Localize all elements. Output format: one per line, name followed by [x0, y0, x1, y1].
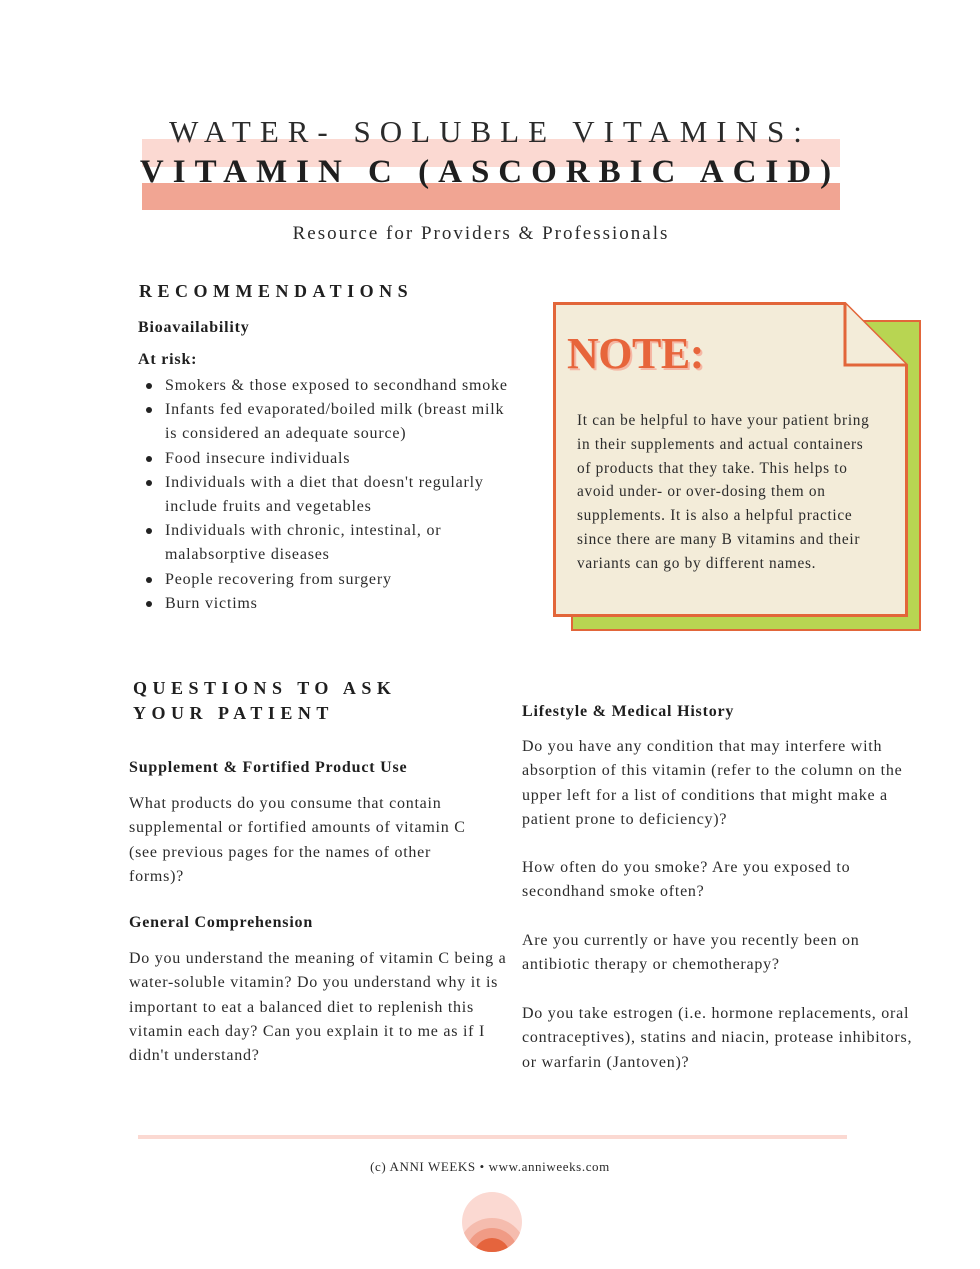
- list-item: Individuals with chronic, intestinal, or malabsorptive diseases: [139, 519, 519, 567]
- recommendations-heading: RECOMMENDATIONS: [139, 281, 414, 301]
- lifestyle-question-1: Do you have any condition that may interfere with absorption of this vitamin (refer to the column on the upper left for a list of conditions that might make a patient prone to deficiency)?: [522, 738, 903, 828]
- note-title: NOTE:: [567, 329, 704, 378]
- lifestyle-question-3: Are you currently or have you recently been on antibiotic therapy or chemotherapy?: [522, 932, 860, 974]
- lifestyle-heading: Lifestyle & Medical History: [522, 703, 735, 720]
- list-item: People recovering from surgery: [139, 568, 519, 592]
- sunset-logo-icon: [462, 1192, 522, 1252]
- lifestyle-question-4: Do you take estrogen (i.e. hormone replacements, oral contraceptives), statins and niacin, protease inhibitors, or warfarin (Jantoven)?: [522, 1005, 913, 1071]
- at-risk-list: [139, 374, 519, 616]
- questions-heading-line2: YOUR PATIENT: [133, 703, 334, 723]
- supplement-heading: Supplement & Fortified Product Use: [129, 759, 408, 776]
- page-title-line1: WATER- SOLUBLE VITAMINS:: [169, 114, 811, 149]
- page-title-line2: VITAMIN C (ASCORBIC ACID): [139, 154, 841, 190]
- footer-credit: (c) ANNI WEEKS • www.anniweeks.com: [370, 1159, 610, 1174]
- lifestyle-question-2: How often do you smoke? Are you exposed to secondhand smoke often?: [522, 859, 851, 901]
- list-item: Food insecure individuals: [139, 447, 519, 471]
- comprehension-text: Do you understand the meaning of vitamin C being a water-soluble vitamin? Do you understand why it is important to eat a balanced diet to replenish this vitamin each day? Can you explain it to me as if I didn't understand?: [129, 950, 507, 1065]
- list-item: Smokers & those exposed to secondhand smoke: [139, 374, 519, 398]
- list-item: Individuals with a diet that doesn't regularly include fruits and vegetables: [139, 471, 519, 519]
- note-body: It can be helpful to have your patient bring in their supplements and actual containers of products that they take. This helps to avoid under- or over-dosing them on supplements. It is also a helpful practice since there are many B vitamins and their variants can go by different names.: [577, 412, 870, 572]
- list-item: Infants fed evaporated/boiled milk (breast milk is considered an adequate source): [139, 398, 519, 446]
- footer-divider: [138, 1135, 847, 1139]
- list-item: Burn victims: [139, 592, 519, 616]
- questions-heading-line1: QUESTIONS TO ASK: [133, 678, 397, 698]
- page-subtitle: Resource for Providers & Professionals: [292, 223, 670, 244]
- at-risk-label: At risk:: [138, 351, 198, 368]
- comprehension-heading: General Comprehension: [129, 914, 314, 931]
- supplement-text: What products do you consume that contain supplemental or fortified amounts of vitamin C (see previous pages for the names of other forms)?: [129, 795, 466, 885]
- bioavailability-label: Bioavailability: [138, 319, 250, 336]
